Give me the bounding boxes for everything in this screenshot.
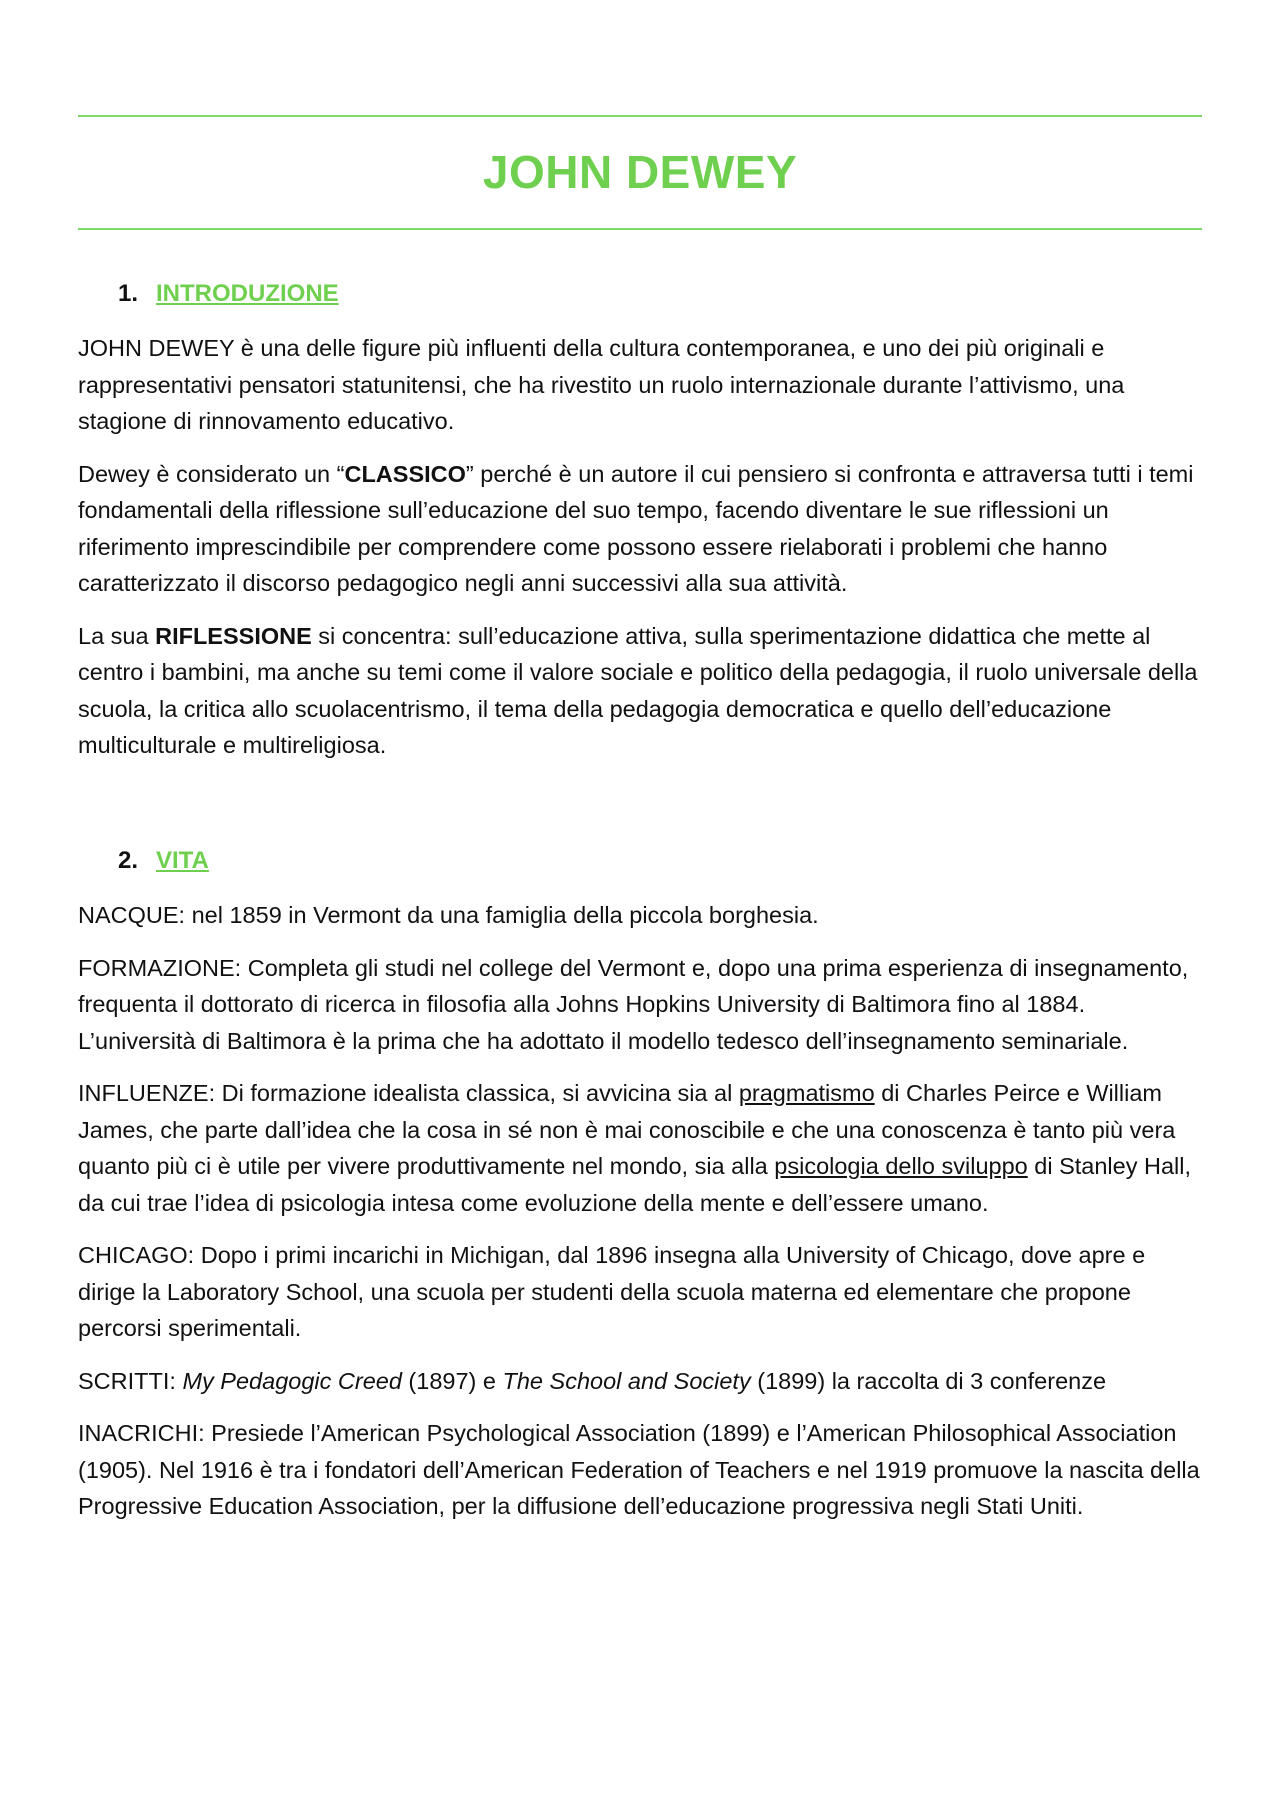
paragraph-text: SCRITTI: xyxy=(78,1367,183,1394)
paragraph-text: FORMAZIONE: Completa gli studi nel college del Vermont e, dopo una prima esperienza di insegnamento, frequenta il dottorato di ricerca in filosofia alla Johns Hopkins University di Baltimora fino al 1884. L’università di Baltimora è la prima che ha adottato il modello tedesco dell’insegnamento seminariale. xyxy=(78,954,1189,1054)
paragraph-influenze xyxy=(78,1075,1202,1221)
title-bottom-rule xyxy=(78,228,1202,230)
paragraph-text: Dewey è considerato un “ xyxy=(78,460,345,487)
section-introduzione xyxy=(78,278,1202,780)
paragraph-text: NACQUE: nel 1859 in Vermont da una famiglia della piccola borghesia. xyxy=(78,902,819,928)
section-number: 2. xyxy=(118,847,139,874)
paragraph-incarichi xyxy=(78,1415,1202,1525)
section-number: 1. xyxy=(118,280,139,307)
paragraph-text: di Charles Peirce e William James, che parte dall’idea che la cosa in sé non è mai conoscibile e che una conoscenza è tanto più vera quanto più ci è utile per vivere produttivamente nel mondo, sia alla xyxy=(78,1080,1176,1179)
book-title-my-pedagogic-creed: My Pedagogic Creed xyxy=(182,1367,402,1394)
paragraph-text: di Stanley Hall, da cui trae l’idea di psicologia intesa come evoluzione della mente e dell’essere umano. xyxy=(78,1153,1192,1216)
paragraph-formazione xyxy=(78,950,1202,1060)
paragraph-chicago xyxy=(78,1237,1202,1347)
underlined-term-psicologia-dello-sviluppo: psicologia dello sviluppo xyxy=(774,1153,1028,1179)
paragraph-text: La sua xyxy=(78,622,156,649)
paragraph-text: CHICAGO: Dopo i primi incarichi in Michigan, dal 1896 insegna alla University of Chicago, dove apre e dirige la Laboratory School, una scuola per studenti della scuola materna ed elementare che propone percorsi sperimentali. xyxy=(78,1242,1146,1341)
bold-term-classico: CLASSICO xyxy=(344,460,466,487)
paragraph-nacque xyxy=(78,897,1202,934)
section-heading xyxy=(118,278,1202,310)
paragraph-text: INFLUENZE: Di formazione idealista classica, si avvicina sia al xyxy=(78,1080,739,1106)
document-title: JOHN DEWEY xyxy=(482,146,798,198)
title-top-rule xyxy=(78,115,1202,117)
paragraph-text: INACRICHI: Presiede l’American Psychological Association (1899) e l’American Philosophical Association (1905). Nel 1916 è tra i fondatori dell’American Federation of Teachers e nel 1919 promuove la nascita della Progressive Education Association, per la diffusione dell’educazione progressiva negli Stati Uniti. xyxy=(78,1420,1200,1519)
paragraph-classico xyxy=(78,456,1202,602)
bold-term-riflessione: RIFLESSIONE xyxy=(155,622,312,649)
paragraph-text: (1899) la raccolta di 3 conferenze xyxy=(750,1367,1107,1394)
paragraph-text: (1897) e xyxy=(401,1367,503,1394)
underlined-term-pragmatismo: pragmatismo xyxy=(738,1080,875,1106)
section-vita xyxy=(78,845,1202,1541)
section-heading xyxy=(118,845,1202,877)
paragraph-riflessione xyxy=(78,618,1202,764)
paragraph-text: si concentra: sull’educazione attiva, sulla sperimentazione didattica che mette al centro i bambini, ma anche su temi come il valore sociale e politico della pedagogia, il ruolo universale della scuola, la critica allo scuolacentrismo, il tema della pedagogia democratica e quello dell’educazione multiculturale e multireligiosa. xyxy=(78,622,1198,758)
section-heading-label: VITA xyxy=(156,847,209,874)
paragraph-intro xyxy=(78,330,1202,440)
paragraph-scritti xyxy=(78,1363,1202,1400)
book-title-the-school-and-society: The School and Society xyxy=(502,1367,751,1394)
paragraph-text: JOHN DEWEY è una delle figure più influenti della cultura contemporanea, e uno dei più originali e rappresentativi pensatori statunitensi, che ha rivestito un ruolo internazionale durante l’attivismo, una stagione di rinnovamento educativo. xyxy=(78,335,1125,434)
paragraph-text: ” perché è un autore il cui pensiero si confronta e attraversa tutti i temi fondamentali della riflessione sull’educazione del suo tempo, facendo diventare le sue riflessioni un riferimento imprescindibile per comprendere come possono essere rielaborati i problemi che hanno caratterizzato il discorso pedagogico negli anni successivi alla sua attività. xyxy=(78,460,1194,596)
section-heading-label: INTRODUZIONE xyxy=(156,280,339,307)
